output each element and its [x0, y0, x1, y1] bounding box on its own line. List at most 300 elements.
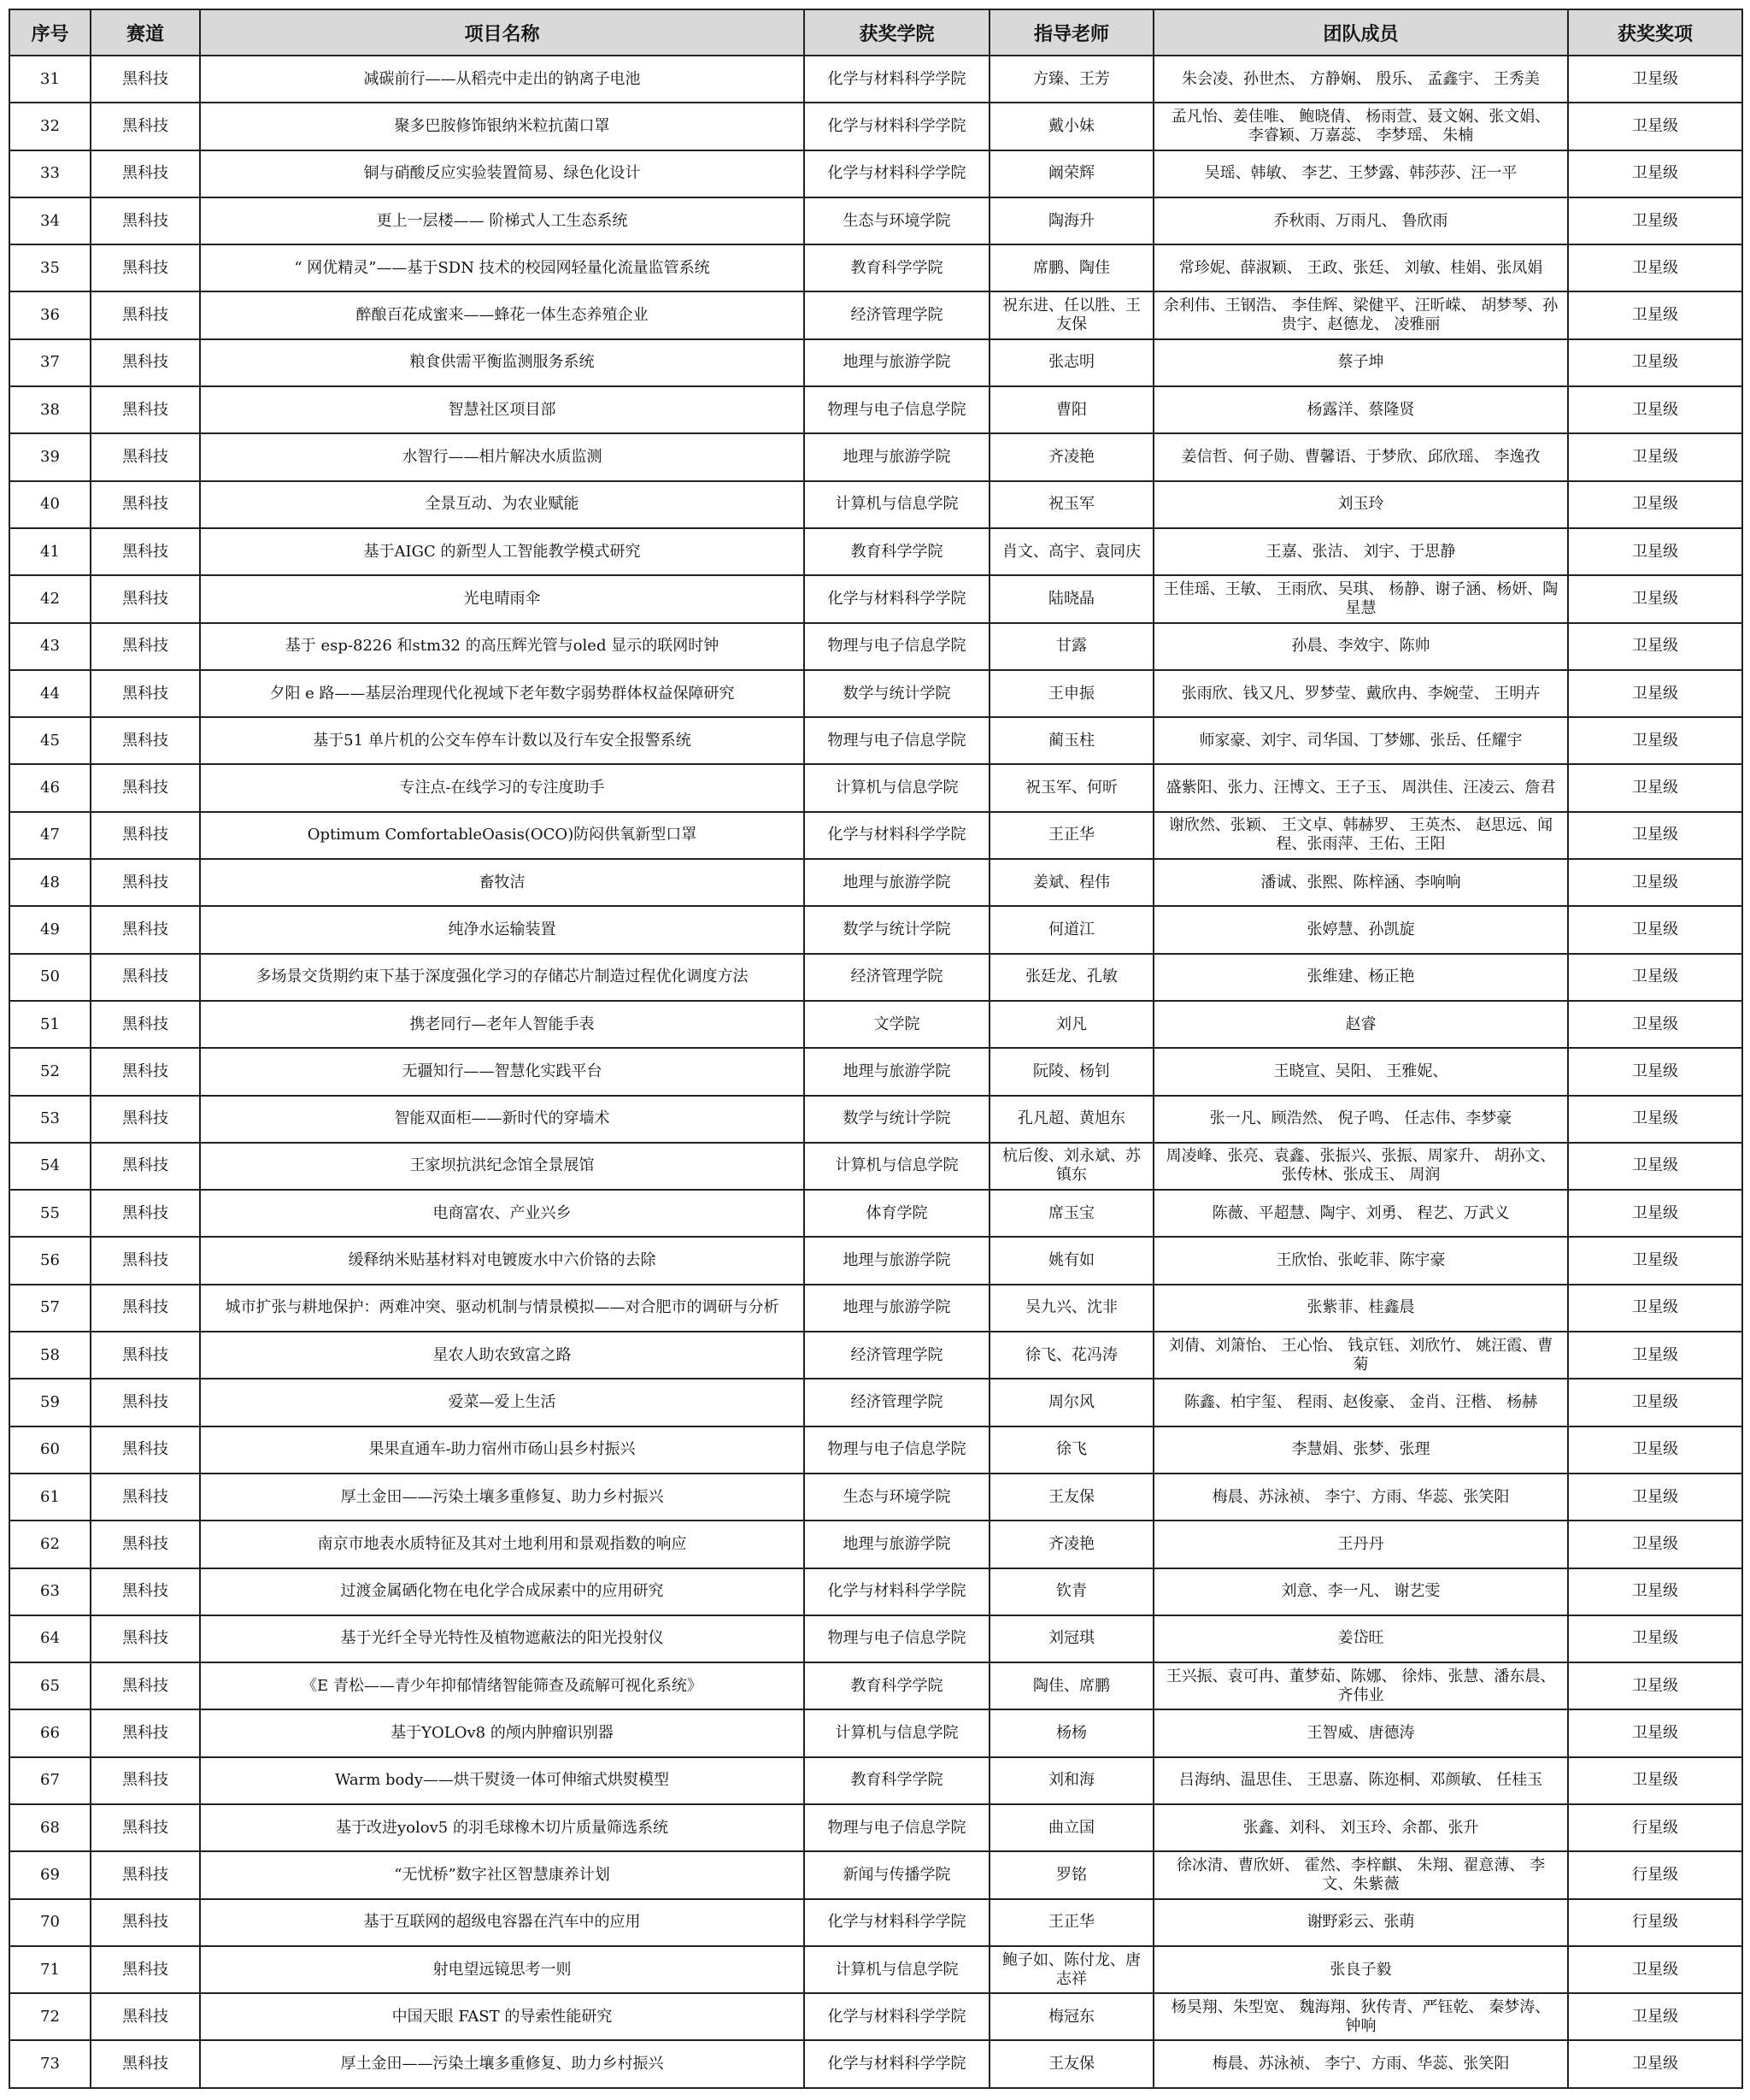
- cell-team-members: 张婷慧、孙凯旋: [1154, 906, 1568, 953]
- cell-advisor: 曲立国: [990, 1804, 1154, 1851]
- cell-team-members: 陈薇、平超慧、陶宇、刘勇、 程艺、万武义: [1154, 1190, 1568, 1237]
- cell-team-members: 陈鑫、柏宇玺、 程雨、赵俊豪、 金肖、汪楷、 杨赫: [1154, 1379, 1568, 1426]
- cell-college: 数学与统计学院: [804, 1096, 990, 1143]
- cell-serial: 72: [9, 1993, 91, 2040]
- cell-project-name: 厚土金田——污染土壤多重修复、助力乡村振兴: [200, 2040, 804, 2088]
- cell-team-members: 张鑫、刘科、 刘玉玲、余都、张升: [1154, 1804, 1568, 1851]
- cell-serial: 54: [9, 1143, 91, 1190]
- cell-award: 卫星级: [1568, 1946, 1742, 1993]
- cell-serial: 70: [9, 1899, 91, 1946]
- cell-project-name: 中国天眼 FAST 的导索性能研究: [200, 1993, 804, 2040]
- cell-serial: 58: [9, 1332, 91, 1379]
- cell-college: 物理与电子信息学院: [804, 717, 990, 764]
- cell-track: 黑科技: [91, 2040, 200, 2088]
- cell-college: 物理与电子信息学院: [804, 1804, 990, 1851]
- cell-college: 文学院: [804, 1001, 990, 1048]
- table-row: [9, 481, 1742, 528]
- cell-college: 地理与旅游学院: [804, 1285, 990, 1332]
- table-row: [9, 244, 1742, 291]
- cell-award: 卫星级: [1568, 1048, 1742, 1095]
- cell-advisor: 姜斌、程伟: [990, 859, 1154, 906]
- cell-award: 卫星级: [1568, 859, 1742, 906]
- cell-award: 卫星级: [1568, 291, 1742, 338]
- cell-project-name: 基于光纤全导光特性及植物遮蔽法的阳光投射仪: [200, 1615, 804, 1662]
- cell-serial: 49: [9, 906, 91, 953]
- cell-serial: 45: [9, 717, 91, 764]
- table-row: [9, 670, 1742, 717]
- cell-college: 计算机与信息学院: [804, 1709, 990, 1756]
- table-row: [9, 1615, 1742, 1662]
- cell-advisor: 杨杨: [990, 1709, 1154, 1756]
- cell-team-members: 谢欣然、张颖、 王文卓、韩赫罗、 王英杰、 赵思远、闻程、张雨萍、王佑、王阳: [1154, 812, 1568, 859]
- table-row: [9, 528, 1742, 575]
- cell-advisor: 蔺玉柱: [990, 717, 1154, 764]
- cell-advisor: 祝玉军、何昕: [990, 764, 1154, 811]
- table-row: [9, 1332, 1742, 1379]
- cell-track: 黑科技: [91, 954, 200, 1001]
- table-row: [9, 1285, 1742, 1332]
- cell-college: 经济管理学院: [804, 1379, 990, 1426]
- cell-project-name: 铜与硝酸反应实验装置简易、绿色化设计: [200, 150, 804, 197]
- cell-award: 卫星级: [1568, 1096, 1742, 1143]
- cell-project-name: 果果直通车-助力宿州市砀山县乡村振兴: [200, 1426, 804, 1474]
- cell-advisor: 肖文、高宇、袁同庆: [990, 528, 1154, 575]
- cell-team-members: 王智威、唐德涛: [1154, 1709, 1568, 1756]
- cell-award: 卫星级: [1568, 1237, 1742, 1284]
- cell-project-name: 城市扩张与耕地保护：两难冲突、驱动机制与情景模拟——对合肥市的调研与分析: [200, 1285, 804, 1332]
- cell-college: 计算机与信息学院: [804, 481, 990, 528]
- cell-project-name: 更上一层楼—— 阶梯式人工生态系统: [200, 197, 804, 244]
- cell-college: 教育科学学院: [804, 1757, 990, 1804]
- cell-advisor: 祝东进、任以胜、王友保: [990, 291, 1154, 338]
- table-row: [9, 1048, 1742, 1095]
- cell-advisor: 张廷龙、孔敏: [990, 954, 1154, 1001]
- table-row: [9, 150, 1742, 197]
- cell-award: 卫星级: [1568, 1709, 1742, 1756]
- cell-college: 经济管理学院: [804, 291, 990, 338]
- cell-project-name: 基于AIGC 的新型人工智能教学模式研究: [200, 528, 804, 575]
- cell-serial: 44: [9, 670, 91, 717]
- cell-advisor: 齐凌艳: [990, 433, 1154, 480]
- table-row: [9, 906, 1742, 953]
- cell-track: 黑科技: [91, 1237, 200, 1284]
- table-row: [9, 291, 1742, 338]
- table-row: [9, 1426, 1742, 1474]
- cell-team-members: 王欣怡、张屹菲、陈宇豪: [1154, 1237, 1568, 1284]
- cell-serial: 61: [9, 1474, 91, 1521]
- cell-project-name: Warm body——烘干熨烫一体可伸缩式烘熨模型: [200, 1757, 804, 1804]
- cell-serial: 38: [9, 386, 91, 433]
- cell-advisor: 徐飞、花冯涛: [990, 1332, 1154, 1379]
- cell-team-members: 余利伟、王钢浩、 李佳辉、梁健平、汪昕嵘、 胡梦琴、孙贵宇、赵德龙、 凌雅丽: [1154, 291, 1568, 338]
- cell-track: 黑科技: [91, 291, 200, 338]
- cell-serial: 71: [9, 1946, 91, 1993]
- cell-serial: 36: [9, 291, 91, 338]
- cell-college: 数学与统计学院: [804, 670, 990, 717]
- cell-college: 计算机与信息学院: [804, 764, 990, 811]
- cell-serial: 52: [9, 1048, 91, 1095]
- cell-serial: 34: [9, 197, 91, 244]
- cell-college: 物理与电子信息学院: [804, 1615, 990, 1662]
- cell-project-name: 南京市地表水质特征及其对土地利用和景观指数的响应: [200, 1521, 804, 1568]
- table-row: [9, 1757, 1742, 1804]
- cell-college: 化学与材料科学学院: [804, 1993, 990, 2040]
- cell-serial: 66: [9, 1709, 91, 1756]
- cell-advisor: 刘和海: [990, 1757, 1154, 1804]
- cell-project-name: 基于改进yolov5 的羽毛球橡木切片质量筛选系统: [200, 1804, 804, 1851]
- cell-team-members: 徐冰清、曹欣妍、 霍然、李梓麒、 朱翔、翟意薄、 李文、朱紫薇: [1154, 1851, 1568, 1898]
- cell-award: 行星级: [1568, 1899, 1742, 1946]
- table-row: [9, 1899, 1742, 1946]
- awards-table: [9, 9, 1743, 2089]
- cell-advisor: 杭后俊、刘永斌、苏镇东: [990, 1143, 1154, 1190]
- cell-project-name: 携老同行—老年人智能手表: [200, 1001, 804, 1048]
- table-row: [9, 433, 1742, 480]
- cell-college: 地理与旅游学院: [804, 859, 990, 906]
- cell-project-name: 粮食供需平衡监测服务系统: [200, 339, 804, 386]
- cell-advisor: 徐飞: [990, 1426, 1154, 1474]
- cell-serial: 59: [9, 1379, 91, 1426]
- cell-project-name: 夕阳 e 路——基层治理现代化视域下老年数字弱势群体权益保障研究: [200, 670, 804, 717]
- cell-advisor: 方臻、王芳: [990, 56, 1154, 103]
- table-row: [9, 1662, 1742, 1709]
- cell-advisor: 戴小妹: [990, 103, 1154, 150]
- cell-team-members: 王丹丹: [1154, 1521, 1568, 1568]
- cell-project-name: 智慧社区项目部: [200, 386, 804, 433]
- cell-track: 黑科技: [91, 1426, 200, 1474]
- cell-college: 物理与电子信息学院: [804, 386, 990, 433]
- cell-award: 卫星级: [1568, 1190, 1742, 1237]
- table-row: [9, 1851, 1742, 1898]
- cell-team-members: 刘倩、刘箫怡、 王心怡、 钱京钰、刘欣竹、 姚汪霞、曹菊: [1154, 1332, 1568, 1379]
- cell-project-name: 星农人助农致富之路: [200, 1332, 804, 1379]
- cell-project-name: 《E 青松——青少年抑郁情绪智能筛查及疏解可视化系统》: [200, 1662, 804, 1709]
- table-row: [9, 1804, 1742, 1851]
- cell-advisor: 王友保: [990, 2040, 1154, 2088]
- cell-advisor: 席鹏、陶佳: [990, 244, 1154, 291]
- cell-college: 化学与材料科学学院: [804, 150, 990, 197]
- table-row: [9, 1143, 1742, 1190]
- cell-award: 卫星级: [1568, 103, 1742, 150]
- cell-advisor: 罗铭: [990, 1851, 1154, 1898]
- cell-award: 卫星级: [1568, 1285, 1742, 1332]
- table-row: [9, 1237, 1742, 1284]
- cell-serial: 64: [9, 1615, 91, 1662]
- cell-serial: 47: [9, 812, 91, 859]
- cell-project-name: 水智行——相片解决水质监测: [200, 433, 804, 480]
- cell-project-name: 王家坝抗洪纪念馆全景展馆: [200, 1143, 804, 1190]
- cell-track: 黑科技: [91, 339, 200, 386]
- cell-college: 经济管理学院: [804, 954, 990, 1001]
- cell-college: 化学与材料科学学院: [804, 1899, 990, 1946]
- cell-college: 化学与材料科学学院: [804, 2040, 990, 2088]
- cell-project-name: “ 网优精灵”——基于SDN 技术的校园网轻量化流量监管系统: [200, 244, 804, 291]
- cell-award: 卫星级: [1568, 2040, 1742, 2088]
- cell-award: 卫星级: [1568, 623, 1742, 670]
- cell-team-members: 乔秋雨、万雨凡、 鲁欣雨: [1154, 197, 1568, 244]
- cell-project-name: 基于51 单片机的公交车停车计数以及行车安全报警系统: [200, 717, 804, 764]
- cell-team-members: 孟凡怡、姜佳唯、 鲍晓倩、 杨雨萱、聂文娴、张文娟、 李睿颖、万嘉蕊、 李梦瑶、 朱楠: [1154, 103, 1568, 150]
- cell-team-members: 张良子毅: [1154, 1946, 1568, 1993]
- cell-track: 黑科技: [91, 670, 200, 717]
- cell-project-name: 电商富农、产业兴乡: [200, 1190, 804, 1237]
- cell-team-members: 孙晨、李效宇、陈帅: [1154, 623, 1568, 670]
- header-track: 赛道: [91, 9, 200, 56]
- table-row: [9, 764, 1742, 811]
- cell-track: 黑科技: [91, 150, 200, 197]
- cell-serial: 65: [9, 1662, 91, 1709]
- cell-award: 卫星级: [1568, 1379, 1742, 1426]
- cell-award: 卫星级: [1568, 812, 1742, 859]
- cell-serial: 53: [9, 1096, 91, 1143]
- cell-track: 黑科技: [91, 1048, 200, 1095]
- cell-advisor: 席玉宝: [990, 1190, 1154, 1237]
- cell-college: 地理与旅游学院: [804, 1521, 990, 1568]
- cell-college: 教育科学学院: [804, 244, 990, 291]
- table-row: [9, 1001, 1742, 1048]
- cell-college: 教育科学学院: [804, 1662, 990, 1709]
- cell-team-members: 杨露洋、蔡隆贤: [1154, 386, 1568, 433]
- cell-advisor: 齐凌艳: [990, 1521, 1154, 1568]
- cell-track: 黑科技: [91, 244, 200, 291]
- cell-project-name: 全景互动、为农业赋能: [200, 481, 804, 528]
- cell-advisor: 陶海升: [990, 197, 1154, 244]
- header-row: [9, 9, 1742, 56]
- cell-advisor: 王正华: [990, 1899, 1154, 1946]
- cell-project-name: 专注点-在线学习的专注度助手: [200, 764, 804, 811]
- cell-team-members: 刘意、李一凡、 谢艺雯: [1154, 1568, 1568, 1615]
- cell-team-members: 张雨欣、钱又凡、罗梦莹、戴欣冉、李婉莹、 王明卉: [1154, 670, 1568, 717]
- cell-track: 黑科技: [91, 1474, 200, 1521]
- cell-college: 物理与电子信息学院: [804, 1426, 990, 1474]
- cell-track: 黑科技: [91, 1096, 200, 1143]
- cell-team-members: 赵睿: [1154, 1001, 1568, 1048]
- cell-track: 黑科技: [91, 1001, 200, 1048]
- cell-award: 卫星级: [1568, 528, 1742, 575]
- cell-serial: 35: [9, 244, 91, 291]
- cell-college: 经济管理学院: [804, 1332, 990, 1379]
- cell-advisor: 吴九兴、沈非: [990, 1285, 1154, 1332]
- cell-team-members: 王佳瑶、王敏、 王雨欣、吴琪、 杨静、谢子涵、杨妍、陶星慧: [1154, 575, 1568, 622]
- cell-college: 体育学院: [804, 1190, 990, 1237]
- cell-track: 黑科技: [91, 481, 200, 528]
- cell-project-name: 无疆知行——智慧化实践平台: [200, 1048, 804, 1095]
- cell-track: 黑科技: [91, 812, 200, 859]
- cell-advisor: 王友保: [990, 1474, 1154, 1521]
- cell-advisor: 梅冠东: [990, 1993, 1154, 2040]
- cell-track: 黑科技: [91, 1285, 200, 1332]
- cell-college: 化学与材料科学学院: [804, 56, 990, 103]
- table-row: [9, 1096, 1742, 1143]
- cell-team-members: 王嘉、张洁、 刘宇、于思静: [1154, 528, 1568, 575]
- cell-team-members: 张维建、杨正艳: [1154, 954, 1568, 1001]
- cell-advisor: 姚有如: [990, 1237, 1154, 1284]
- header-college: 获奖学院: [804, 9, 990, 56]
- cell-project-name: 醉酿百花成蜜来——蜂花一体生态养殖企业: [200, 291, 804, 338]
- header-award: 获奖奖项: [1568, 9, 1742, 56]
- cell-advisor: 祝玉军: [990, 481, 1154, 528]
- cell-track: 黑科技: [91, 433, 200, 480]
- table-row: [9, 56, 1742, 103]
- cell-award: 卫星级: [1568, 906, 1742, 953]
- table-row: [9, 1993, 1742, 2040]
- cell-advisor: 陶佳、席鹏: [990, 1662, 1154, 1709]
- table-row: [9, 859, 1742, 906]
- cell-award: 卫星级: [1568, 954, 1742, 1001]
- cell-advisor: 阚荣辉: [990, 150, 1154, 197]
- table-row: [9, 1379, 1742, 1426]
- cell-college: 化学与材料科学学院: [804, 812, 990, 859]
- cell-track: 黑科技: [91, 1190, 200, 1237]
- cell-track: 黑科技: [91, 197, 200, 244]
- cell-track: 黑科技: [91, 1804, 200, 1851]
- cell-advisor: 王正华: [990, 812, 1154, 859]
- cell-college: 化学与材料科学学院: [804, 575, 990, 622]
- cell-project-name: 智能双面柜——新时代的穿墙术: [200, 1096, 804, 1143]
- cell-award: 卫星级: [1568, 481, 1742, 528]
- cell-serial: 63: [9, 1568, 91, 1615]
- cell-college: 地理与旅游学院: [804, 339, 990, 386]
- cell-college: 地理与旅游学院: [804, 1237, 990, 1284]
- cell-serial: 57: [9, 1285, 91, 1332]
- cell-award: 卫星级: [1568, 56, 1742, 103]
- cell-award: 卫星级: [1568, 150, 1742, 197]
- cell-track: 黑科技: [91, 1993, 200, 2040]
- cell-project-name: 多场景交货期约束下基于深度强化学习的存储芯片制造过程优化调度方法: [200, 954, 804, 1001]
- cell-award: 卫星级: [1568, 1143, 1742, 1190]
- table-row: [9, 1568, 1742, 1615]
- cell-college: 化学与材料科学学院: [804, 1568, 990, 1615]
- cell-award: 卫星级: [1568, 386, 1742, 433]
- cell-team-members: 潘诚、张熙、陈梓涵、李响响: [1154, 859, 1568, 906]
- cell-track: 黑科技: [91, 1615, 200, 1662]
- header-project-name: 项目名称: [200, 9, 804, 56]
- cell-track: 黑科技: [91, 1851, 200, 1898]
- cell-project-name: 爱菜—爱上生活: [200, 1379, 804, 1426]
- cell-track: 黑科技: [91, 528, 200, 575]
- cell-team-members: 盛紫阳、张力、汪博文、王子玉、 周洪佳、汪凌云、詹君: [1154, 764, 1568, 811]
- cell-award: 卫星级: [1568, 670, 1742, 717]
- cell-serial: 60: [9, 1426, 91, 1474]
- cell-track: 黑科技: [91, 1709, 200, 1756]
- cell-award: 卫星级: [1568, 244, 1742, 291]
- cell-track: 黑科技: [91, 1521, 200, 1568]
- cell-college: 物理与电子信息学院: [804, 623, 990, 670]
- cell-advisor: 曹阳: [990, 386, 1154, 433]
- cell-track: 黑科技: [91, 386, 200, 433]
- cell-project-name: 基于互联网的超级电容器在汽车中的应用: [200, 1899, 804, 1946]
- cell-advisor: 王申振: [990, 670, 1154, 717]
- cell-track: 黑科技: [91, 575, 200, 622]
- cell-team-members: 常珍妮、薛淑颖、 王政、张廷、 刘敏、桂娟、张凤娟: [1154, 244, 1568, 291]
- cell-award: 卫星级: [1568, 1568, 1742, 1615]
- cell-award: 卫星级: [1568, 1001, 1742, 1048]
- cell-serial: 46: [9, 764, 91, 811]
- cell-team-members: 师家豪、刘宇、司华国、丁梦娜、张岳、任耀宇: [1154, 717, 1568, 764]
- cell-track: 黑科技: [91, 1143, 200, 1190]
- cell-serial: 55: [9, 1190, 91, 1237]
- table-row: [9, 197, 1742, 244]
- cell-serial: 67: [9, 1757, 91, 1804]
- cell-college: 数学与统计学院: [804, 906, 990, 953]
- cell-serial: 62: [9, 1521, 91, 1568]
- cell-advisor: 刘凡: [990, 1001, 1154, 1048]
- cell-award: 卫星级: [1568, 197, 1742, 244]
- table-row: [9, 812, 1742, 859]
- cell-project-name: 光电晴雨伞: [200, 575, 804, 622]
- cell-college: 生态与环境学院: [804, 1474, 990, 1521]
- cell-award: 卫星级: [1568, 433, 1742, 480]
- cell-award: 卫星级: [1568, 1993, 1742, 2040]
- table-row: [9, 1190, 1742, 1237]
- cell-college: 生态与环境学院: [804, 197, 990, 244]
- cell-team-members: 梅晨、苏泳祯、 李宁、方雨、华蕊、张笑阳: [1154, 2040, 1568, 2088]
- cell-serial: 41: [9, 528, 91, 575]
- cell-team-members: 李慧娟、张梦、张理: [1154, 1426, 1568, 1474]
- cell-team-members: 蔡子坤: [1154, 339, 1568, 386]
- cell-college: 计算机与信息学院: [804, 1143, 990, 1190]
- cell-team-members: 刘玉玲: [1154, 481, 1568, 528]
- table-body: [9, 56, 1742, 2088]
- cell-serial: 48: [9, 859, 91, 906]
- cell-advisor: 张志明: [990, 339, 1154, 386]
- cell-college: 地理与旅游学院: [804, 433, 990, 480]
- cell-track: 黑科技: [91, 1568, 200, 1615]
- cell-serial: 51: [9, 1001, 91, 1048]
- cell-serial: 33: [9, 150, 91, 197]
- cell-team-members: 王晓宣、吴阳、 王雅妮、: [1154, 1048, 1568, 1095]
- cell-award: 卫星级: [1568, 1757, 1742, 1804]
- cell-track: 黑科技: [91, 717, 200, 764]
- header-serial: 序号: [9, 9, 91, 56]
- cell-project-name: 基于YOLOv8 的颅内肿瘤识别器: [200, 1709, 804, 1756]
- cell-award: 行星级: [1568, 1804, 1742, 1851]
- table-row: [9, 954, 1742, 1001]
- cell-track: 黑科技: [91, 56, 200, 103]
- cell-serial: 69: [9, 1851, 91, 1898]
- cell-advisor: 孔凡超、黄旭东: [990, 1096, 1154, 1143]
- table-row: [9, 575, 1742, 622]
- cell-project-name: 厚土金田——污染土壤多重修复、助力乡村振兴: [200, 1474, 804, 1521]
- cell-project-name: 聚多巴胺修饰银纳米粒抗菌口罩: [200, 103, 804, 150]
- cell-award: 卫星级: [1568, 1521, 1742, 1568]
- cell-team-members: 张紫菲、桂鑫晨: [1154, 1285, 1568, 1332]
- table-row: [9, 1474, 1742, 1521]
- cell-award: 卫星级: [1568, 1474, 1742, 1521]
- cell-team-members: 吴瑶、韩敏、 李艺、王梦露、韩莎莎、汪一平: [1154, 150, 1568, 197]
- cell-serial: 42: [9, 575, 91, 622]
- table-header: [9, 9, 1742, 56]
- cell-advisor: 钦青: [990, 1568, 1154, 1615]
- cell-track: 黑科技: [91, 1332, 200, 1379]
- cell-college: 教育科学学院: [804, 528, 990, 575]
- cell-advisor: 陆晓晶: [990, 575, 1154, 622]
- cell-advisor: 何道江: [990, 906, 1154, 953]
- cell-project-name: 射电望远镜思考一则: [200, 1946, 804, 1993]
- table-row: [9, 717, 1742, 764]
- cell-advisor: 刘冠琪: [990, 1615, 1154, 1662]
- cell-project-name: 纯净水运输装置: [200, 906, 804, 953]
- cell-serial: 50: [9, 954, 91, 1001]
- cell-project-name: 畜牧洁: [200, 859, 804, 906]
- cell-award: 行星级: [1568, 1851, 1742, 1898]
- table-row: [9, 623, 1742, 670]
- cell-track: 黑科技: [91, 103, 200, 150]
- cell-serial: 32: [9, 103, 91, 150]
- cell-college: 化学与材料科学学院: [804, 103, 990, 150]
- cell-serial: 39: [9, 433, 91, 480]
- table-row: [9, 103, 1742, 150]
